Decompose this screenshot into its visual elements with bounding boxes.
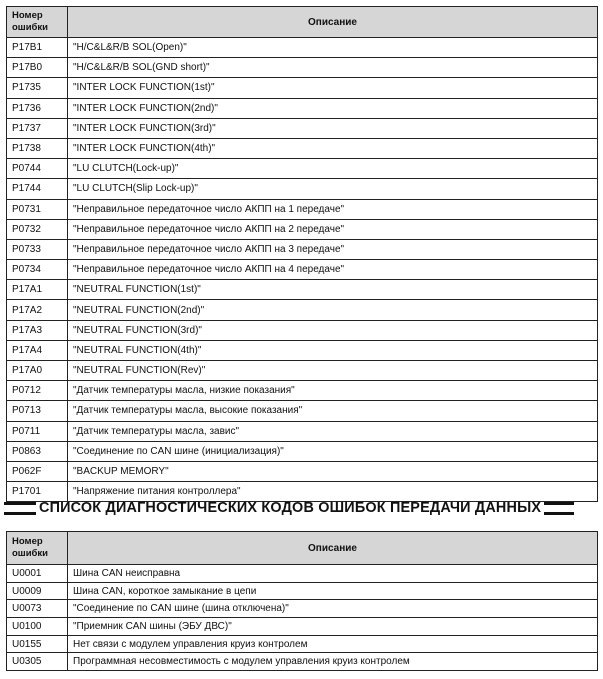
error-description-cell: "INTER LOCK FUNCTION(4th)" xyxy=(68,138,598,158)
code-column-header: Номер ошибки xyxy=(7,7,68,38)
error-description-cell: "INTER LOCK FUNCTION(3rd)" xyxy=(68,118,598,138)
table-row xyxy=(7,381,598,401)
table-row xyxy=(7,653,598,671)
error-code-cell: U0305 xyxy=(7,653,68,671)
error-code-cell: P0733 xyxy=(7,239,68,259)
title-decoration-left xyxy=(4,502,36,515)
error-description-cell: "BACKUP MEMORY" xyxy=(68,461,598,481)
error-description-cell: Нет связи с модулем управления круиз контролем xyxy=(68,635,598,653)
error-code-cell: P1738 xyxy=(7,138,68,158)
title-decoration-right xyxy=(544,502,574,515)
table-row xyxy=(7,401,598,421)
error-description-cell: "Датчик температуры масла, высокие показания" xyxy=(68,401,598,421)
error-code-cell: P17A3 xyxy=(7,320,68,340)
error-description-cell: "NEUTRAL FUNCTION(4th)" xyxy=(68,340,598,360)
table-row xyxy=(7,618,598,636)
table-header-row xyxy=(7,7,598,38)
error-description-cell: "H/C&L&R/B SOL(Open)" xyxy=(68,38,598,58)
description-column-header: Описание xyxy=(68,532,598,565)
error-description-cell: "Неправильное передаточное число АКПП на 2 передаче" xyxy=(68,219,598,239)
table-row xyxy=(7,38,598,58)
table-row xyxy=(7,199,598,219)
table-row xyxy=(7,600,598,618)
error-code-cell: U0001 xyxy=(7,565,68,583)
error-code-cell: P0863 xyxy=(7,441,68,461)
error-description-cell: "NEUTRAL FUNCTION(2nd)" xyxy=(68,300,598,320)
section-title: СПИСОК ДИАГНОСТИЧЕСКИХ КОДОВ ОШИБОК ПЕРЕДАЧИ ДАННЫХ xyxy=(39,500,542,516)
table-row xyxy=(7,300,598,320)
error-code-cell: P0734 xyxy=(7,260,68,280)
table-row xyxy=(7,118,598,138)
error-description-cell: "Неправильное передаточное число АКПП на 1 передаче" xyxy=(68,199,598,219)
error-description-cell: "Приемник CAN шины (ЭБУ ДВС)" xyxy=(68,618,598,636)
error-code-cell: P1744 xyxy=(7,179,68,199)
table-row xyxy=(7,98,598,118)
error-code-cell: U0100 xyxy=(7,618,68,636)
table-row xyxy=(7,260,598,280)
table-row xyxy=(7,361,598,381)
table-row xyxy=(7,441,598,461)
error-description-cell: "INTER LOCK FUNCTION(1st)" xyxy=(68,78,598,98)
error-description-cell: "Неправильное передаточное число АКПП на 4 передаче" xyxy=(68,260,598,280)
error-code-cell: P17A1 xyxy=(7,280,68,300)
table-row xyxy=(7,280,598,300)
error-description-cell: "NEUTRAL FUNCTION(3rd)" xyxy=(68,320,598,340)
table-header-row xyxy=(7,532,598,565)
error-code-cell: P1737 xyxy=(7,118,68,138)
table-row xyxy=(7,635,598,653)
error-code-cell: P0744 xyxy=(7,159,68,179)
table-row xyxy=(7,565,598,583)
error-code-cell: U0155 xyxy=(7,635,68,653)
error-description-cell: "NEUTRAL FUNCTION(Rev)" xyxy=(68,361,598,381)
table-row xyxy=(7,219,598,239)
error-code-cell: P17A0 xyxy=(7,361,68,381)
error-description-cell: "Неправильное передаточное число АКПП на 3 передаче" xyxy=(68,239,598,259)
table-row xyxy=(7,159,598,179)
error-code-cell: P1736 xyxy=(7,98,68,118)
section-title-banner xyxy=(4,496,599,520)
error-description-cell: "Соединение по CAN шине (инициализация)" xyxy=(68,441,598,461)
error-description-cell: "NEUTRAL FUNCTION(1st)" xyxy=(68,280,598,300)
error-description-cell: "LU CLUTCH(Slip Lock-up)" xyxy=(68,179,598,199)
error-description-cell: "Напряжение питания контроллера" xyxy=(68,482,598,502)
table-row xyxy=(7,421,598,441)
transmission-error-table xyxy=(6,6,598,502)
error-code-cell: P0731 xyxy=(7,199,68,219)
error-code-cell: P0711 xyxy=(7,421,68,441)
error-code-cell: P1701 xyxy=(7,482,68,502)
error-code-cell: P1735 xyxy=(7,78,68,98)
table-row xyxy=(7,78,598,98)
error-description-cell: "LU CLUTCH(Lock-up)" xyxy=(68,159,598,179)
table-row xyxy=(7,58,598,78)
table-row xyxy=(7,179,598,199)
code-column-header: Номер ошибки xyxy=(7,532,68,565)
error-code-cell: P17A2 xyxy=(7,300,68,320)
error-code-cell: U0009 xyxy=(7,582,68,600)
error-code-cell: P0712 xyxy=(7,381,68,401)
table-row xyxy=(7,340,598,360)
error-code-cell: P062F xyxy=(7,461,68,481)
error-description-cell: "Датчик температуры масла, завис" xyxy=(68,421,598,441)
error-code-cell: P0713 xyxy=(7,401,68,421)
error-code-cell: P17A4 xyxy=(7,340,68,360)
error-description-cell: "INTER LOCK FUNCTION(2nd)" xyxy=(68,98,598,118)
table-row xyxy=(7,461,598,481)
error-description-cell: Шина CAN неисправна xyxy=(68,565,598,583)
table-row xyxy=(7,320,598,340)
error-description-cell: "H/C&L&R/B SOL(GND short)" xyxy=(68,58,598,78)
error-code-cell: P0732 xyxy=(7,219,68,239)
error-description-cell: "Датчик температуры масла, низкие показания" xyxy=(68,381,598,401)
table-row xyxy=(7,582,598,600)
error-code-cell: U0073 xyxy=(7,600,68,618)
table-row xyxy=(7,138,598,158)
error-code-cell: P17B0 xyxy=(7,58,68,78)
data-transfer-error-table xyxy=(6,531,598,671)
error-description-cell: Программная несовместимость с модулем управления круиз контролем xyxy=(68,653,598,671)
error-description-cell: Шина CAN, короткое замыкание в цепи xyxy=(68,582,598,600)
error-code-cell: P17B1 xyxy=(7,38,68,58)
description-column-header: Описание xyxy=(68,7,598,38)
table-row xyxy=(7,239,598,259)
error-description-cell: "Соединение по CAN шине (шина отключена)" xyxy=(68,600,598,618)
